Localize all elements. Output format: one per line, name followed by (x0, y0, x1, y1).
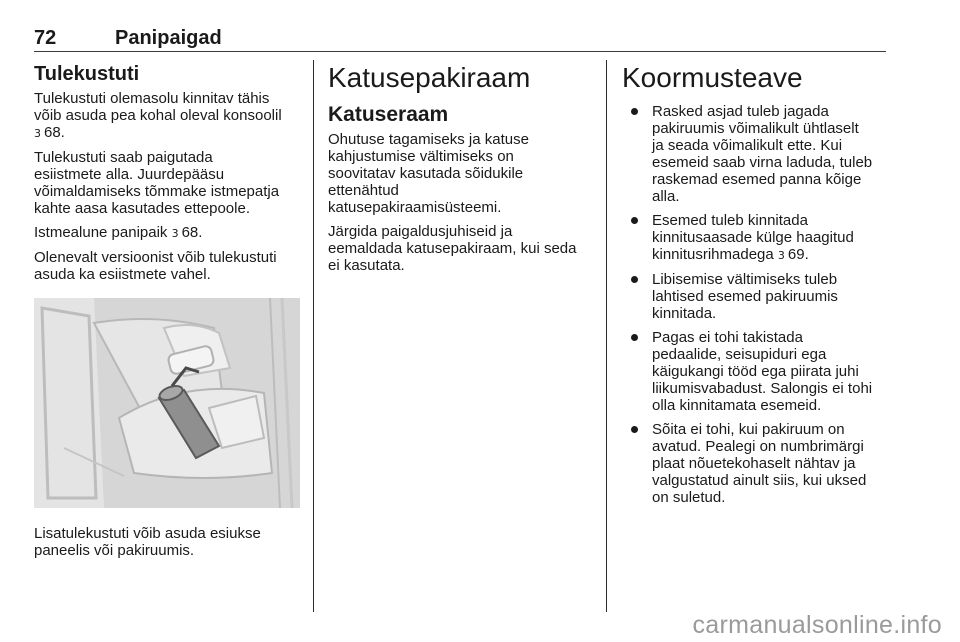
page-reference-icon: 3 (777, 249, 785, 262)
page-reference-link[interactable]: 69. (787, 246, 809, 263)
list-item: Sõita ei tohi, kui pakiruum on avatud. Pealegi on numbrimärgi plaat nõuetekohaselt nähtav ja valgustatud ainult siis, kui uksed on suletud. (622, 421, 888, 506)
column-fire-extinguisher (34, 62, 300, 566)
bullet-icon (631, 217, 638, 224)
column-roof-rack (328, 62, 593, 281)
list-item: Esemed tuleb kinnitada kinnitusaasade külge haagitud kinnitusrihmadega 3 69. (622, 212, 888, 264)
column-loading-information (622, 62, 888, 513)
page-reference-icon: 3 (171, 227, 179, 240)
subsection-heading-roof-rack: Katuseraam (328, 103, 449, 126)
bullet-icon (631, 426, 638, 433)
paragraph: Tulekustuti saab paigutada esiistmete alla. Juurdepääsu võimaldamiseks tõmmake istmepatja kahte aasa kasutades ettepoole. (34, 149, 280, 217)
paragraph: Lisatulekustuti võib asuda esiukse paneelis või pakiruumis. (34, 525, 261, 559)
paragraph: Ohutuse tagamiseks ja katuse kahjustumise vältimiseks on soovitatav kasutada sõidukile ettenähtud katusepakiraamisüsteemi. (328, 131, 529, 216)
page-reference-link[interactable]: 68. (44, 124, 65, 141)
paragraph: Olenevalt versioonist võib tulekustuti asuda ka esiistmete vahel. (34, 249, 277, 283)
section-title-roof-rack: Katusepakiraam (328, 62, 531, 93)
column-divider (313, 60, 314, 612)
page-reference-link[interactable]: 68. (181, 224, 203, 241)
page-header (34, 27, 886, 52)
loading-tips-list (622, 103, 888, 506)
section-heading-fire-extinguisher: Tulekustuti (34, 63, 140, 85)
page-reference-icon: 3 (34, 127, 41, 140)
section-title-loading-information: Koormusteave (622, 62, 803, 93)
running-title: Panipaigad (115, 27, 222, 49)
page-number: 72 (34, 27, 57, 49)
fire-extinguisher-illustration (34, 298, 300, 508)
list-item: Libisemise vältimiseks tuleb lahtised esemed pakiruumis kinnitada. (622, 271, 888, 322)
list-item: Rasked asjad tuleb jagada pakiruumis võimalikult ühtlaselt ja seada võimalikult ette. Kui esemeid saab virna laduda, tuleb raskemad esemed panna kõige alla. (622, 103, 888, 205)
watermark: carmanualsonline.info (692, 611, 942, 639)
column-divider (606, 60, 607, 612)
bullet-icon (631, 276, 638, 283)
door-panel-drawing (34, 298, 300, 508)
bullet-icon (631, 334, 638, 341)
list-item: Pagas ei tohi takistada pedaalide, seisupiduri ega käigukangi tööd ega piirata juhi liikumisvabadust. Salongis ei tohi olla kinnitamata esemeid. (622, 329, 888, 414)
paragraph: Tulekustuti olemasolu kinnitav tähis võib asuda pea kohal oleval konsoolil 3 68. (34, 90, 282, 141)
paragraph: Järgida paigaldusjuhiseid ja eemaldada katusepakiraam, kui seda ei kasutata. (328, 223, 577, 274)
paragraph: Istmealune panipaik 3 68. (34, 224, 203, 241)
bullet-icon (631, 108, 638, 115)
